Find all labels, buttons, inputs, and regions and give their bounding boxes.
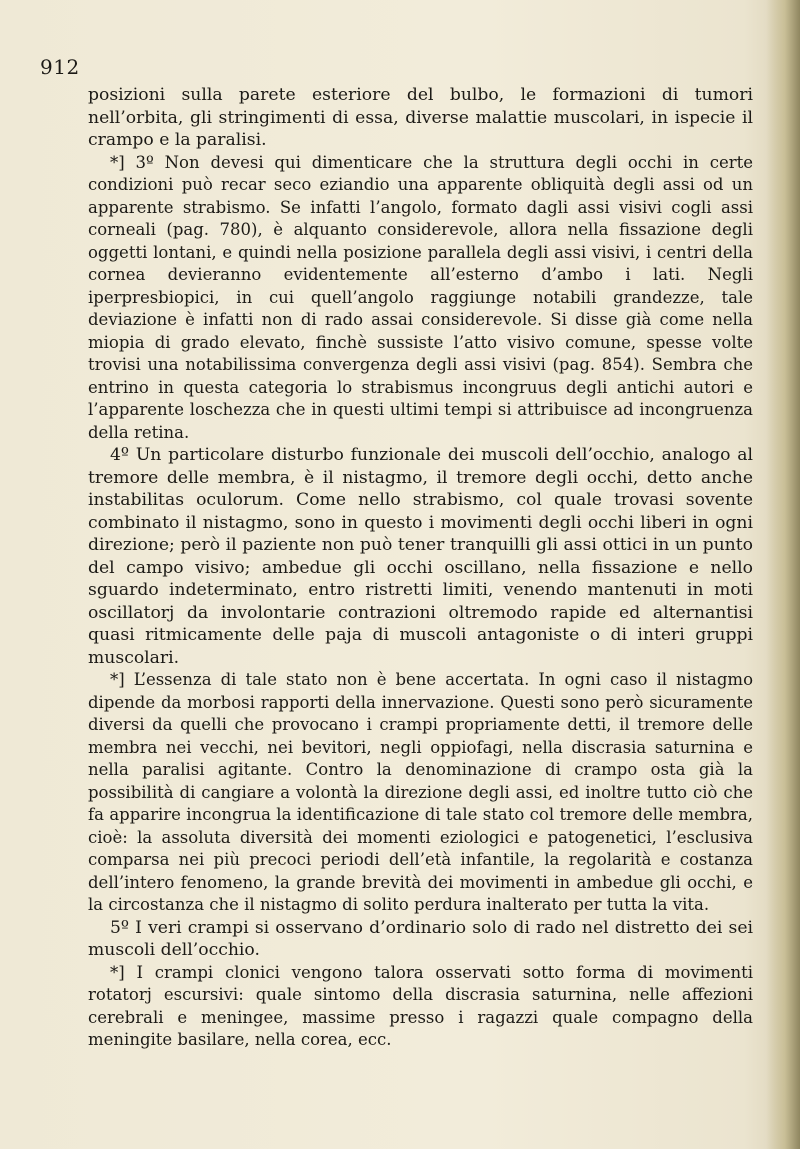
- paragraph: 4º Un particolare disturbo funzionale dei muscoli dell’occhio, analogo al tremore delle membra, è il nistagmo, il tremore degli occhi, detto anche instabilitas oculorum. Come nello strabismo, col quale trovasi sovente combinato il nistagmo, sono in questo i movimenti degli occhi liberi in ogni direzione; però il paziente non può tener tranquilli gli assi ottici in un punto del campo visivo; ambedue gli occhi oscillano, nella fissazione e nello sguardo indeterminato, entro ristretti limiti, venendo mantenuti in moti oscillatorj da involontarie contrazioni oltremodo rapide ed alternantisi quasi ritmicamente delle paja di muscoli antagoniste o di interi gruppi muscolari.: [88, 445, 753, 668]
- page-edge-shadow: [766, 0, 800, 1149]
- paragraph-footnote: *] 3º Non devesi qui dimenticare che la struttura degli occhi in certe condizioni può recar seco eziandio una apparente obliquità degli assi od un apparente strabismo. Se infatti l’angolo, formato dagli assi visivi cogli assi corneali (pag. 780), è alquanto considerevole, allora nella fissazione degli oggetti lontani, e quindi nella posizione parallela degli assi visivi, i centri della cornea devieranno evidentemente all’esterno d’ambo i lati. Negli iperpresbiopici, in cui quell’angolo raggiunge notabili grandezze, tale deviazione è infatti non di rado assai considerevole. Si disse già come nella miopia di grado elevato, finchè sussiste l’atto visivo comune, spesse volte trovisi una notabilissima convergenza degli assi visivi (pag. 854). Sembra che entrino in questa categoria lo strabismus incongruus degli antichi autori e l’apparente loschezza che in questi ultimi tempi si attribuisce ad incongruenza della retina.: [88, 152, 753, 442]
- text-body: [88, 84, 753, 1052]
- paragraph: 5º I veri crampi si osservano d’ordinario solo di rado nel distretto dei sei muscoli dell’occhio.: [88, 917, 753, 960]
- page-number: 912: [40, 55, 80, 79]
- paragraph: posizioni sulla parete esteriore del bulbo, le formazioni di tumori nell’orbita, gli stringimenti di essa, diverse malattie muscolari, in ispecie il crampo e la paralisi.: [88, 85, 753, 150]
- paragraph-footnote: *] I crampi clonici vengono talora osservati sotto forma di movimenti rotatorj escursivi: quale sintomo della discrasia saturnina, nelle affezioni cerebrali e meningee, massime presso i ragazzi quale compagno della meningite basilare, nella corea, ecc.: [88, 962, 753, 1049]
- paragraph-footnote: *] L’essenza di tale stato non è bene accertata. In ogni caso il nistagmo dipende da morbosi rapporti della innervazione. Questi sono però sicuramente diversi da quelli che provocano i crampi propriamente detti, il tremore delle membra nei vecchi, nei bevitori, negli oppiofagi, nella discrasia saturnina e nella paralisi agitante. Contro la denominazione di crampo osta già la possibilità di cangiare a volontà la direzione degli assi, ed inoltre tutto ciò che fa apparire incongrua la identificazione di tale stato col tremore delle membra, cioè: la assoluta diversità dei momenti eziologici e patogenetici, l’esclusiva comparsa nei più precoci periodi dell’età infantile, la regolarità e costanza dell’intero fenomeno, la grande brevità dei movimenti in ambedue gli occhi, e la circostanza che il nistagmo di solito perdura inalterato per tutta la vita.: [88, 670, 753, 914]
